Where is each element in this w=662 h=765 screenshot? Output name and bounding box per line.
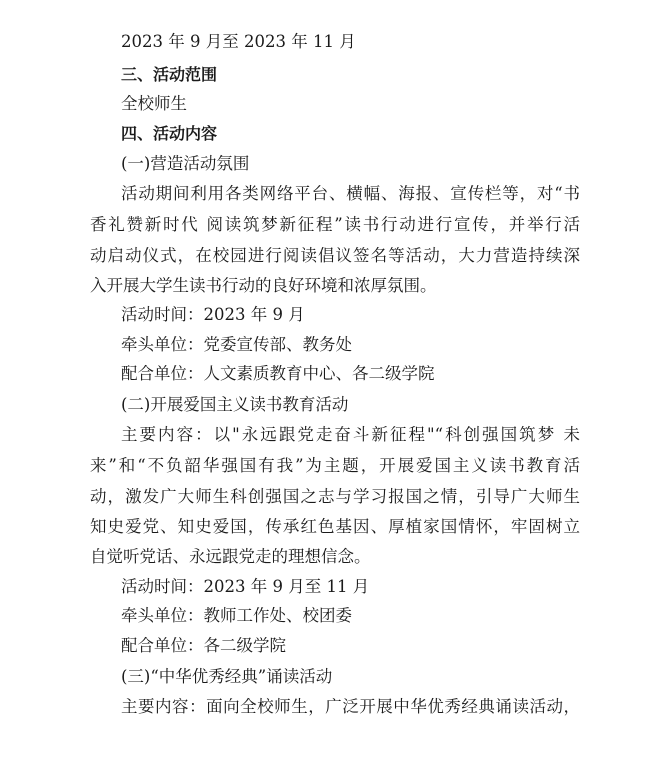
paragraph-1-line-1: 活动期间利用各类网络平台、横幅、海报、宣传栏等，对“书 (121, 184, 580, 203)
subsection-heading-3: (三)“中华优秀经典”诵读活动 (121, 667, 333, 686)
paragraph-2-line-2: 来”和“不负韶华强国有我”为主题，开展爱国主义读书教育活 (90, 456, 580, 475)
activity-time-2: 活动时间：2023 年 9 月至 11 月 (121, 577, 370, 596)
paragraph-2-line-4: 知史爱党、知史爱国，传承红色基因、厚植家国情怀，牢固树立 (90, 517, 580, 536)
subsection-heading-2: (二)开展爱国主义读书教育活动 (121, 395, 349, 414)
paragraph-2-line-5: 自觉听党话、永远跟党走的理想信念。 (90, 547, 371, 566)
paragraph-1-line-3: 动启动仪式，在校园进行阅读倡议签名等活动，大力营造持续深 (90, 246, 580, 265)
section-heading-content: 四、活动内容 (121, 124, 218, 143)
support-unit-2: 配合单位：各二级学院 (121, 636, 286, 655)
lead-unit-1: 牵头单位：党委宣传部、教务处 (121, 335, 352, 354)
support-unit-1: 配合单位：人文素质教育中心、各二级学院 (121, 364, 435, 383)
scope-text: 全校师生 (121, 94, 187, 113)
section-heading-scope: 三、活动范围 (121, 65, 218, 84)
activity-time-1: 活动时间：2023 年 9 月 (121, 305, 305, 324)
schedule-period-text: 2023 年 9 月至 2023 年 11 月 (121, 32, 356, 51)
lead-unit-2: 牵头单位：教师工作处、校团委 (121, 606, 352, 625)
paragraph-1-line-4: 入开展大学生读书行动的良好环境和浓厚氛围。 (90, 276, 437, 295)
paragraph-2-line-1: 主要内容：以"永远跟党走奋斗新征程"“科创强国筑梦 未 (121, 425, 580, 444)
paragraph-3-line-1: 主要内容：面向全校师生，广泛开展中华优秀经典诵读活动， (121, 697, 580, 716)
paragraph-1-line-2: 香礼赞新时代 阅读筑梦新征程”读书行动进行宣传，并举行活 (90, 215, 580, 234)
paragraph-2-line-3: 动，激发广大师生科创强国之志与学习报国之情，引导广大师生 (90, 487, 580, 506)
subsection-heading-1: (一)营造活动氛围 (121, 154, 250, 173)
